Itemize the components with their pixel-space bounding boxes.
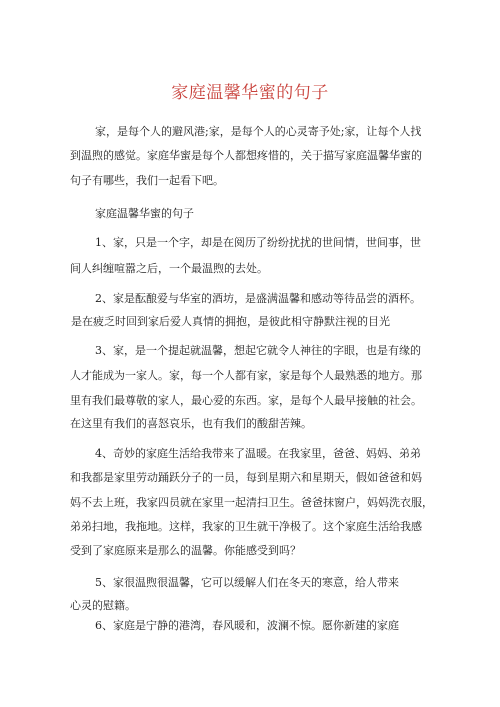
section-heading: 家庭温馨华蜜的句子 — [95, 207, 194, 220]
paragraph-line: 是在疲乏时回到家后爱人真情的拥抱，是彼此相守静默注视的目光 — [71, 315, 390, 328]
paragraph-line: 2、家是酝酿爱与华室的酒坊，是盛满温馨和感动等待品尝的酒杯。 — [95, 292, 421, 305]
paragraph-line: 到温煦的感觉。家庭华蜜是每个人都想疼惜的，关于描写家庭温馨华蜜的 — [70, 149, 422, 162]
paragraph-line: 间人纠缠喧嚣之后，一个最温煦的去处。 — [70, 262, 268, 275]
paragraph-line: 句子有哪些，我们一起看下吧。 — [70, 174, 224, 187]
paragraph-line: 里有我们最尊敬的家人，最心爱的东西。家，是每个人最早接触的社会。 — [70, 394, 422, 407]
paragraph-line: 弟弟扫地，我拖地。这样，我家的卫生就干净极了。这个家庭生活给我感 — [70, 520, 422, 533]
paragraph-line: 受到了家庭原来是那么的温馨。你能感受到吗？ — [70, 544, 301, 557]
paragraph-line: 5、家很温煦很温馨，它可以缓解人们在冬天的寒意，给人带来 — [95, 576, 399, 589]
paragraph-line: 3、家，是一个提起就温馨，想起它就令人神往的字眼，也是有缘的 — [95, 344, 421, 357]
paragraph-line: 4、奇妙的家庭生活给我带来了温暖。在我家里，爸爸、妈妈、弟弟 — [95, 447, 421, 460]
paragraph-line: 妈不去上班，我家四员就在家里一起清扫卫生。爸爸抹窗户，妈妈洗衣服， — [70, 496, 433, 509]
paragraph-line: 心灵的慰籍。 — [70, 599, 136, 612]
paragraph-line: 和我都是家里劳动踊跃分子的一员，每到星期六和星期天，假如爸爸和妈 — [70, 471, 422, 484]
paragraph-line: 6、家庭是宁静的港湾，春风暖和，波澜不惊。愿你新建的家庭 — [95, 619, 399, 632]
paragraph-line: 在这里有我们的喜怒哀乐，也有我们的酸甜苦辣。 — [70, 417, 312, 430]
document-title: 家庭温馨华蜜的句子 — [171, 83, 329, 103]
paragraph-line: 家，是每个人的避风港;家，是每个人的心灵寄予处;家，让每个人找 — [95, 125, 422, 138]
paragraph-line: 人才能成为一家人。家，每一个人都有家，家是每个人最熟悉的地方。那 — [70, 369, 422, 382]
paragraph-line: 1、家，只是一个字，却是在阅历了纷纷扰扰的世间情，世间事，世 — [95, 236, 421, 249]
